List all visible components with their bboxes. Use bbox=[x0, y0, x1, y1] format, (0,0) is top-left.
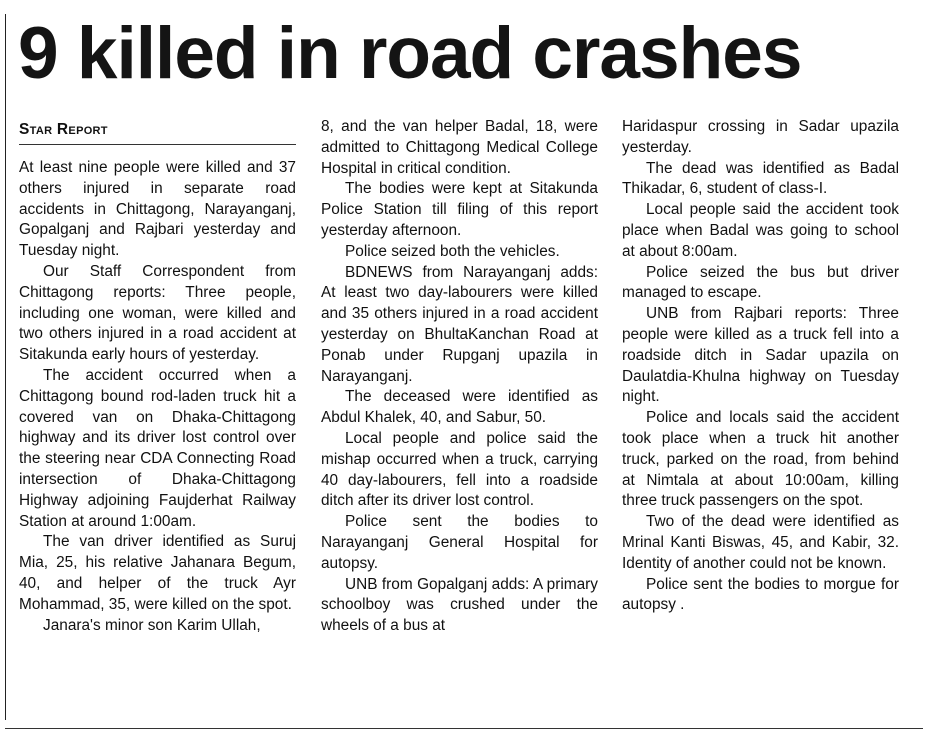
paragraph: Police sent the bodies to morgue for autopsy . bbox=[622, 575, 899, 614]
paragraph: The dead was identified as Badal Thikadar, 6, student of class-I. bbox=[622, 159, 899, 198]
paragraph: BDNEWS from Narayanganj adds: At least two day-labourers were killed and 35 others injured in a road accident yesterday on BhultaKanchan Road at Ponab under Rupganj upazila in Narayanganj. bbox=[321, 263, 598, 385]
paragraph: Janara's minor son Karim Ullah, bbox=[43, 616, 261, 634]
paragraph: Local people and police said the mishap occurred when a truck, carrying 40 day-labourers, fell into a roadside ditch after its driver lost control. bbox=[321, 429, 598, 510]
paragraph: Police seized both the vehicles. bbox=[345, 242, 560, 260]
paragraph: The bodies were kept at Sitakunda Police Station till filing of this report yesterday afternoon. bbox=[321, 180, 598, 239]
article-column-3 bbox=[622, 117, 899, 616]
paragraph: Police and locals said the accident took place when a truck hit another truck, parked on the road, from behind at Nimtala at about 10:00am, killing three truck passengers on the spot. bbox=[622, 409, 899, 510]
paragraph: The van driver identified as Suruj Mia, 25, his relative Jahanara Begum, 40, and helper of the truck Ayr Mohammad, 35, were killed on the spot. bbox=[19, 533, 296, 613]
paragraph: Police sent the bodies to Narayanganj General Hospital for autopsy. bbox=[321, 513, 598, 572]
paragraph: UNB from Gopalganj adds: A primary schoolboy was crushed under the wheels of a bus at bbox=[321, 575, 598, 635]
paragraph: Our Staff Correspondent from Chittagong reports: Three people, including one woman, were killed and two others injured in a road accident at Sitakunda early hours of yesterday. bbox=[19, 262, 296, 364]
paragraph: Haridaspur crossing in Sadar upazila yesterday. bbox=[622, 118, 899, 156]
paragraph: Two of the dead were identified as Mrinal Kanti Biswas, 45, and Kabir, 32. Identity of another could not be known. bbox=[622, 513, 899, 572]
article-column-2 bbox=[321, 117, 598, 637]
paragraph: Police seized the bus but driver managed to escape. bbox=[622, 263, 899, 302]
paragraph: 8, and the van helper Badal, 18, were admitted to Chittagong Medical College Hospital in critical condition. bbox=[321, 118, 598, 177]
headline: 9 killed in road crashes bbox=[18, 13, 802, 94]
paragraph: At least nine people were killed and 37 others injured in separate road accidents in Chittagong, Narayanganj, Gopalganj and Rajbari yesterday and Tuesday night. bbox=[19, 159, 296, 260]
paragraph: UNB from Rajbari reports: Three people were killed as a truck fell into a roadside ditch in Sadar upazila on Daulatdia-Khulna highway on Tuesday night. bbox=[622, 305, 899, 406]
bottom-rule bbox=[5, 728, 923, 729]
article-column-1 bbox=[19, 158, 296, 636]
left-column-rule bbox=[5, 14, 6, 720]
byline: Star Report bbox=[19, 119, 296, 145]
paragraph: The accident occurred when a Chittagong bound rod-laden truck hit a covered van on Dhaka-Chittagong highway and its driver lost control over the steering near CDA Connecting Road intersection of Dhaka-Chittagong Highway adjoining Faujderhat Railway Station at around 1:00am. bbox=[19, 366, 296, 530]
paragraph: Local people said the accident took place when Badal was going to school at about 8:00am. bbox=[622, 201, 899, 260]
paragraph: The deceased were identified as Abdul Khalek, 40, and Sabur, 50. bbox=[321, 388, 598, 427]
